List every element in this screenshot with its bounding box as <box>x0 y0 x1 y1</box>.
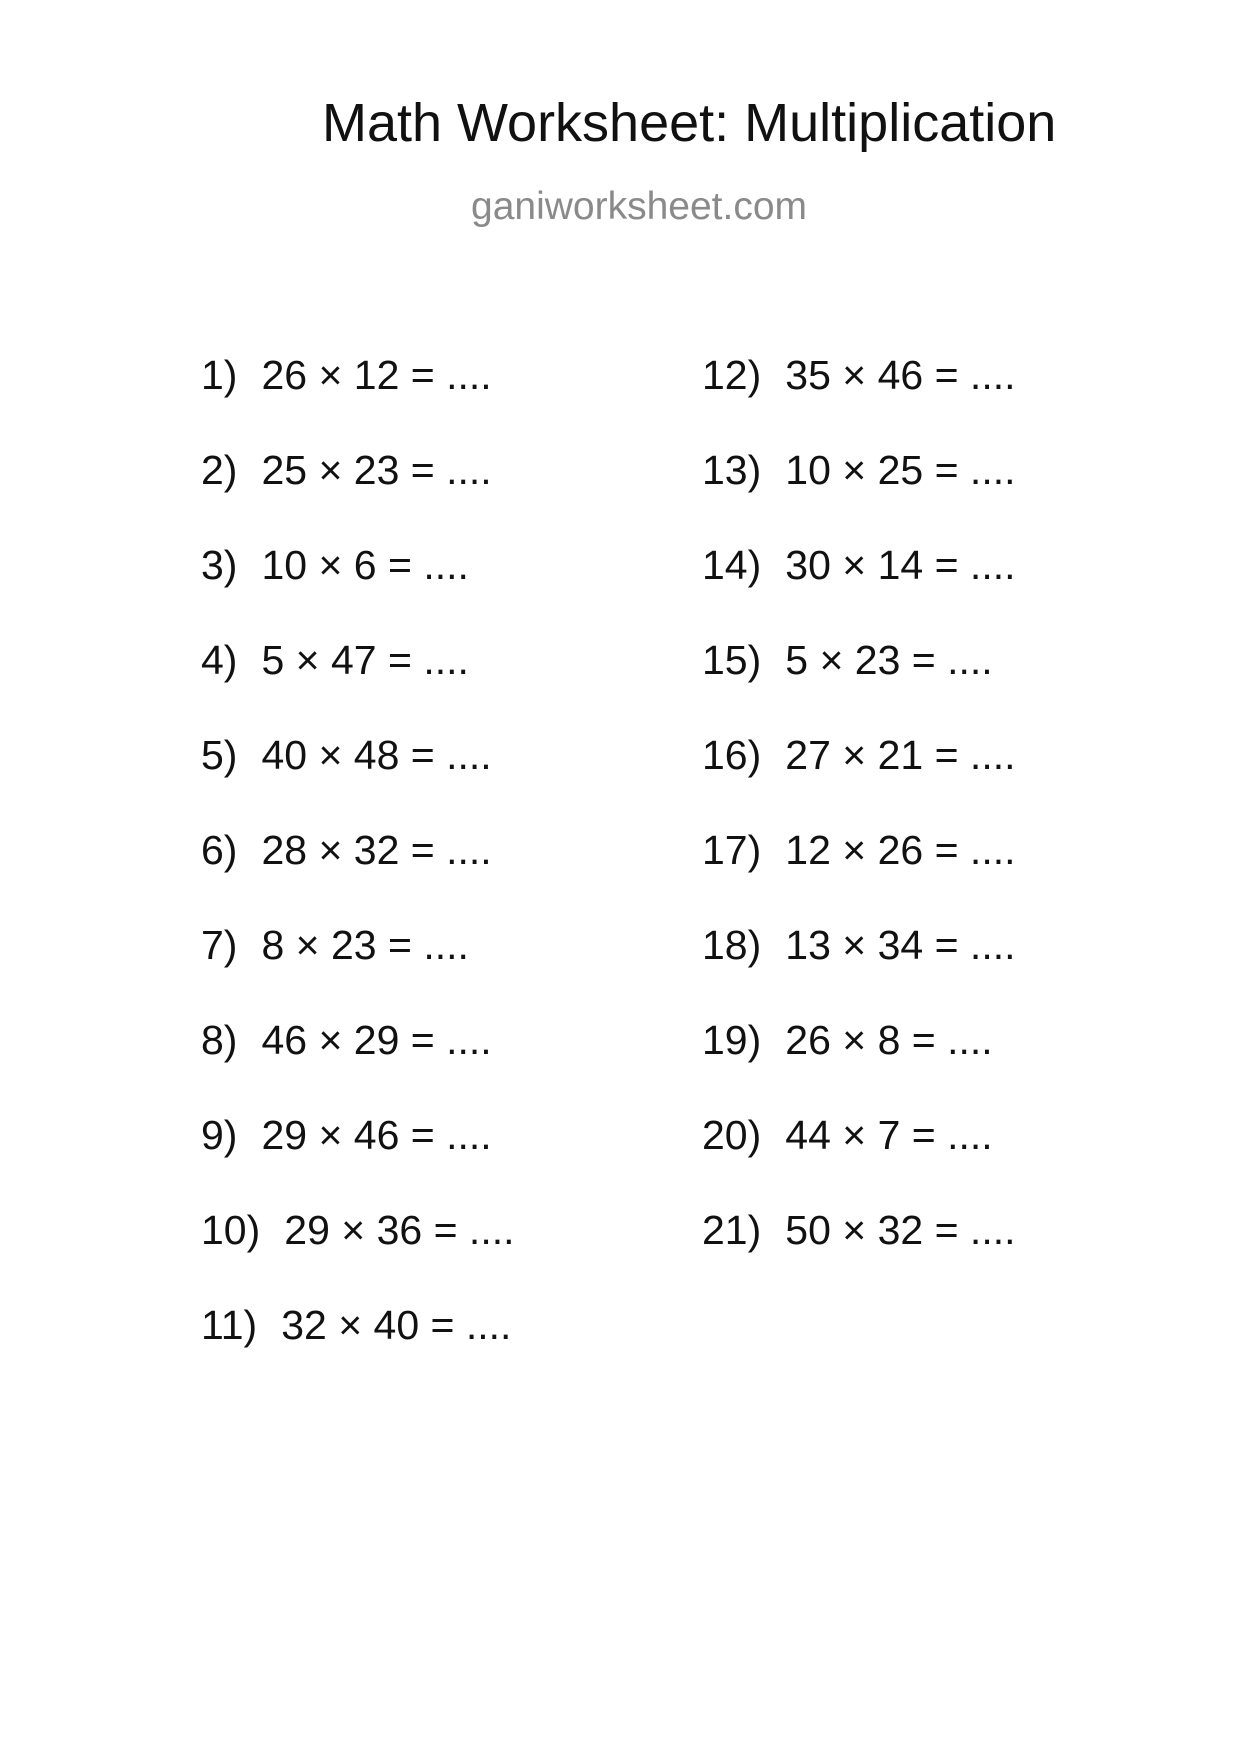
problem-number: 11) <box>201 1302 258 1348</box>
problem-item <box>201 922 515 1020</box>
problem-item <box>702 1207 1016 1305</box>
problem-number: 19) <box>702 1017 762 1063</box>
problem-expression: 40 × 48 = .... <box>261 732 492 778</box>
problem-item <box>201 637 515 735</box>
problem-expression: 28 × 32 = .... <box>261 827 492 873</box>
problem-column-right <box>702 352 1016 1305</box>
problem-expression: 44 × 7 = .... <box>785 1112 993 1158</box>
problem-item <box>201 1112 515 1210</box>
problem-item <box>702 1017 1016 1115</box>
problem-item <box>201 1302 515 1400</box>
problem-expression: 13 × 34 = .... <box>785 922 1016 968</box>
problem-item <box>201 542 515 640</box>
problem-expression: 10 × 25 = .... <box>785 447 1016 493</box>
problem-number: 8) <box>201 1017 238 1063</box>
worksheet-title: Math Worksheet: Multiplication <box>322 93 1057 153</box>
problem-item <box>201 827 515 925</box>
problem-number: 17) <box>702 827 762 873</box>
problem-expression: 25 × 23 = .... <box>261 447 492 493</box>
problem-item <box>702 922 1016 1020</box>
problem-number: 12) <box>702 352 762 398</box>
problem-item <box>201 352 515 450</box>
problem-expression: 29 × 46 = .... <box>261 1112 492 1158</box>
problem-number: 14) <box>702 542 762 588</box>
problem-number: 6) <box>201 827 238 873</box>
problem-item <box>702 447 1016 545</box>
problem-expression: 12 × 26 = .... <box>785 827 1016 873</box>
problem-item <box>201 732 515 830</box>
problem-number: 15) <box>702 637 762 683</box>
problem-item <box>702 352 1016 450</box>
problem-item <box>201 1017 515 1115</box>
problem-number: 10) <box>201 1207 261 1253</box>
problem-column-left <box>201 352 515 1400</box>
problem-item <box>702 732 1016 830</box>
problem-item <box>201 1207 515 1305</box>
website-name: ganiworksheet.com <box>471 185 807 228</box>
problem-number: 3) <box>201 542 238 588</box>
problem-expression: 5 × 23 = .... <box>785 637 993 683</box>
problem-expression: 46 × 29 = .... <box>261 1017 492 1063</box>
problem-number: 20) <box>702 1112 762 1158</box>
problem-number: 2) <box>201 447 238 493</box>
problem-expression: 10 × 6 = .... <box>261 542 469 588</box>
problem-number: 16) <box>702 732 762 778</box>
problem-item <box>702 542 1016 640</box>
problem-number: 5) <box>201 732 238 778</box>
problem-number: 9) <box>201 1112 238 1158</box>
problem-number: 18) <box>702 922 762 968</box>
problem-expression: 27 × 21 = .... <box>785 732 1016 778</box>
problem-number: 1) <box>201 352 238 398</box>
problem-expression: 32 × 40 = .... <box>281 1302 512 1348</box>
problem-expression: 26 × 12 = .... <box>261 352 492 398</box>
problem-item <box>702 637 1016 735</box>
problem-expression: 8 × 23 = .... <box>261 922 469 968</box>
problem-number: 21) <box>702 1207 762 1253</box>
problem-number: 4) <box>201 637 238 683</box>
problem-expression: 35 × 46 = .... <box>785 352 1016 398</box>
problem-number: 13) <box>702 447 762 493</box>
problem-item <box>702 1112 1016 1210</box>
problem-expression: 5 × 47 = .... <box>261 637 469 683</box>
problem-number: 7) <box>201 922 238 968</box>
problem-expression: 29 × 36 = .... <box>284 1207 515 1253</box>
problem-item <box>201 447 515 545</box>
problem-expression: 50 × 32 = .... <box>785 1207 1016 1253</box>
problem-expression: 26 × 8 = .... <box>785 1017 993 1063</box>
problem-item <box>702 827 1016 925</box>
problem-expression: 30 × 14 = .... <box>785 542 1016 588</box>
